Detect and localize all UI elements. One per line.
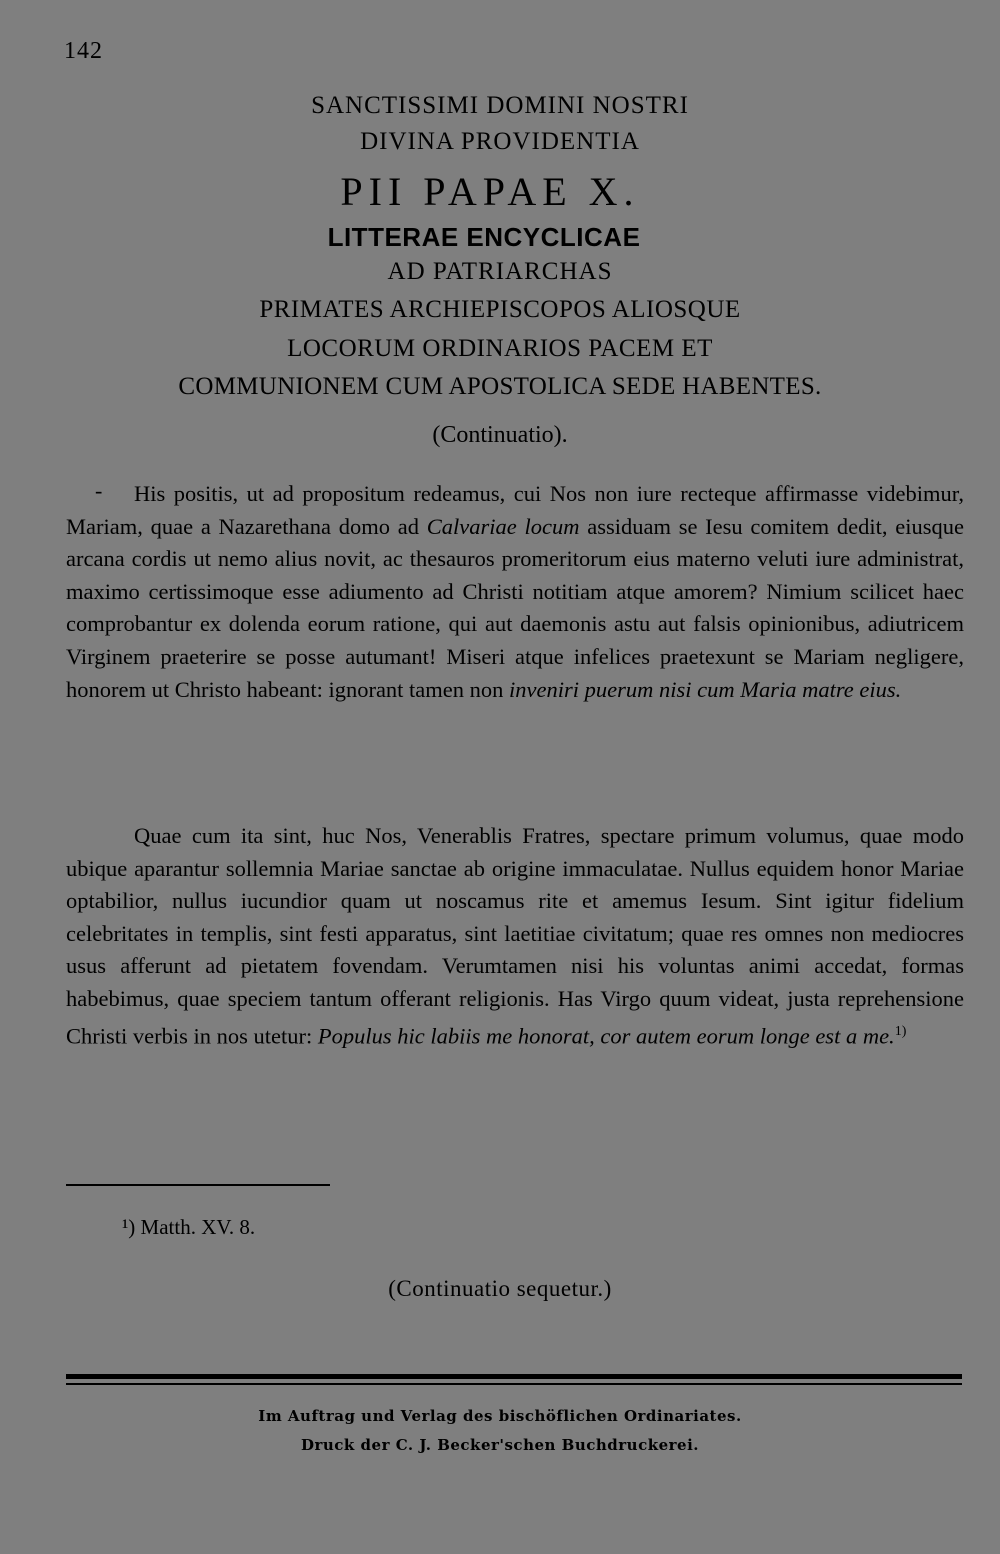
heading-addressees-4: COMMUNIONEM CUM APOSTOLICA SEDE HABENTES. <box>178 373 822 400</box>
heading-pope: PII PAPAE X. <box>340 169 640 214</box>
paragraph-bullet: - <box>95 478 103 503</box>
heading-line-2: DIVINA PROVIDENTIA <box>360 128 640 155</box>
paragraph-2-text-a: Quae cum ita sint, huc Nos, Venerablis Fratres, spectare primum volumus, quae modo ubique aparantur sollemnia Mariae sanctae ab origine immaculatae. Nullus equidem honor Mariae optabilior, nullus iucundior quam ut noscamus rite et amemus Iesum. Sint igitur fidelium celebritates in templis, sint festi apparatus, sint laetitiae civitatum; quae res omnes non mediocres usus afferunt ad pietatem fovendam. Verumtamen nisi his voluntas animi accedat, formas habebimus, quae speciem tantum offerant religionis. Has Virgo quum videat, justa reprehensione Christi verbis in nos utetur: <box>66 823 964 1049</box>
footnote <box>122 1215 255 1240</box>
paragraph-2 <box>66 820 964 1053</box>
heading-line-1: SANCTISSIMI DOMINI NOSTRI <box>311 92 689 119</box>
imprint-line-2: Druck der C. J. Becker'schen Buchdruckerei. <box>300 1436 700 1454</box>
footnote-rule <box>66 1184 330 1186</box>
footnote-text: Matth. XV. 8. <box>140 1215 256 1239</box>
footnote-marker: ¹) <box>122 1215 136 1239</box>
paragraph-1-italic-b: inveniri puerum nisi cum Maria matre eius. <box>509 676 902 702</box>
heading-addressees-1: AD PATRIARCHAS <box>387 258 613 285</box>
continuation-note: (Continuatio sequetur.) <box>388 1276 612 1301</box>
heading-continuatio: (Continuatio). <box>432 422 568 448</box>
paragraph-1-text-b: assiduam se Iesu comitem dedit, eiusque arcana cordis ut nemo alius novit, ac thesauros promeritorum eius materno veluti iure administrat, maximo certissimoque esse adiumento ad Christi notitiam atque amorem? Nimium scilicet haec comprobantur ex dolenda eorum ratione, qui aut daemonis astu aut falsis opinionibus, adiutricem Virginem praeterire se posse autumant! Miseri atque infelices praetexunt se Mariam negligere, honorem ut Christo habeant: ignorant tamen non <box>66 513 964 702</box>
paragraph-1-italic-a: Calvariae locum <box>426 513 580 539</box>
page-number: 142 <box>64 38 103 64</box>
heading-addressees-2: PRIMATES ARCHIEPISCOPOS ALIOSQUE <box>259 296 741 323</box>
divider-thin <box>66 1383 962 1385</box>
divider-thick <box>66 1374 962 1379</box>
paragraph-1-text-a: His positis, ut ad propositum redeamus, cui Nos non iure recteque affirmasse videbimur, Mariam, quae a Nazarethana domo ad <box>66 481 964 539</box>
imprint-line-1: Im Auftrag und Verlag des bischöflichen Ordinariates. <box>258 1407 742 1425</box>
footnote-reference: 1) <box>894 1023 907 1039</box>
heading-addressees-3: LOCORUM ORDINARIOS PACEM ET <box>287 335 713 362</box>
paragraph-2-italic-a: Populus hic labiis me honorat, cor autem eorum longe est a me. <box>317 1023 895 1049</box>
heading-document-type: LITTERAE ENCYCLICAE <box>327 222 641 252</box>
paragraph-1 <box>66 478 964 706</box>
